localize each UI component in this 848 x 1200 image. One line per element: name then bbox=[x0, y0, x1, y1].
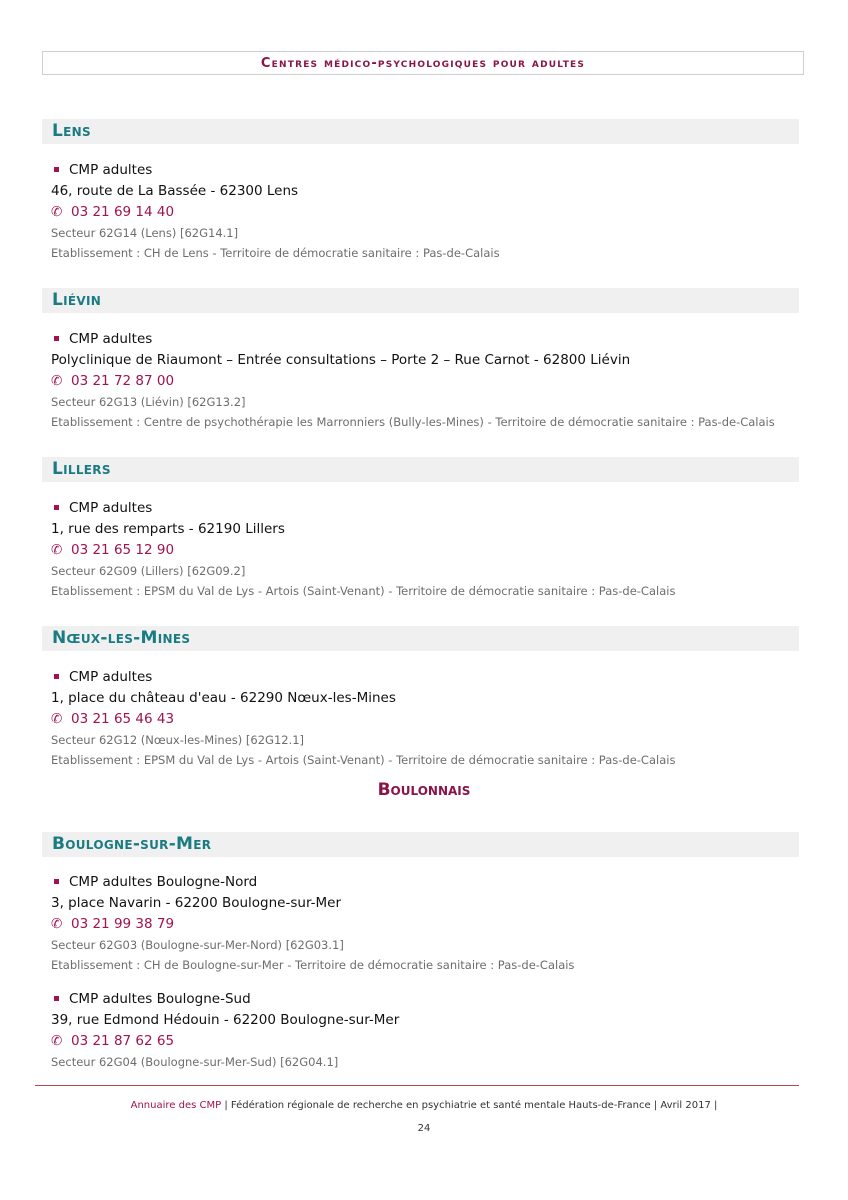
entry-name: CMP adultes Boulogne-Sud bbox=[69, 991, 251, 1007]
phone-icon: ✆ bbox=[51, 916, 63, 932]
square-bullet-icon bbox=[54, 505, 59, 510]
entry-phone: 03 21 65 12 90 bbox=[71, 542, 175, 558]
entry-address: 39, rue Edmond Hédouin - 62200 Boulogne-sur-Mer bbox=[51, 1012, 400, 1028]
footer-text: | Fédération régionale de recherche en psychiatrie et santé mentale Hauts-de-France | Avril 2017 | bbox=[224, 1100, 718, 1111]
footer-divider bbox=[35, 1085, 799, 1086]
cmp-entry bbox=[51, 989, 811, 1072]
page-number: 24 bbox=[417, 1123, 431, 1134]
entry-phone: 03 21 72 87 00 bbox=[71, 373, 175, 389]
footer bbox=[0, 1100, 848, 1111]
entry-secteur: Secteur 62G03 (Boulogne-sur-Mer-Nord) [62G03.1] bbox=[51, 938, 344, 952]
cmp-entry bbox=[51, 329, 811, 432]
entry-name: CMP adultes bbox=[69, 162, 153, 178]
phone-icon: ✆ bbox=[51, 711, 63, 727]
entry-phone: 03 21 87 62 65 bbox=[71, 1033, 175, 1049]
entry-secteur: Secteur 62G04 (Boulogne-sur-Mer-Sud) [62G04.1] bbox=[51, 1055, 339, 1069]
square-bullet-icon bbox=[54, 167, 59, 172]
entry-name: CMP adultes Boulogne-Nord bbox=[69, 874, 258, 890]
entry-name: CMP adultes bbox=[69, 669, 153, 685]
section-title: Liévin bbox=[52, 290, 102, 310]
region-title: Boulonnais bbox=[377, 780, 471, 800]
entry-secteur: Secteur 62G09 (Lillers) [62G09.2] bbox=[51, 564, 246, 578]
section-title: Boulogne-sur-Mer bbox=[52, 834, 212, 854]
entry-phone: 03 21 69 14 40 bbox=[71, 204, 175, 220]
cmp-entry bbox=[51, 160, 811, 263]
section-heading-lens bbox=[42, 119, 799, 144]
square-bullet-icon bbox=[54, 996, 59, 1001]
entry-etablissement: Etablissement : CH de Lens - Territoire de démocratie sanitaire : Pas-de-Calais bbox=[51, 246, 500, 260]
entry-address: Polyclinique de Riaumont – Entrée consultations – Porte 2 – Rue Carnot - 62800 Liévin bbox=[51, 352, 631, 368]
page-header-title: Centres médico-psychologiques pour adultes bbox=[42, 51, 804, 75]
cmp-entry bbox=[51, 872, 811, 975]
section-title: Lens bbox=[52, 121, 91, 141]
entry-name: CMP adultes bbox=[69, 331, 153, 347]
phone-icon: ✆ bbox=[51, 542, 63, 558]
entry-secteur: Secteur 62G12 (Nœux-les-Mines) [62G12.1] bbox=[51, 733, 305, 747]
cmp-entry bbox=[51, 667, 811, 770]
phone-icon: ✆ bbox=[51, 1033, 63, 1049]
phone-icon: ✆ bbox=[51, 204, 63, 220]
entry-etablissement: Etablissement : EPSM du Val de Lys - Artois (Saint-Venant) - Territoire de démocratie sanitaire : Pas-de-Calais bbox=[51, 753, 676, 767]
section-heading-lillers bbox=[42, 457, 799, 482]
cmp-entry bbox=[51, 498, 811, 601]
entry-address: 1, place du château d'eau - 62290 Nœux-les-Mines bbox=[51, 690, 396, 706]
section-heading-lievin bbox=[42, 288, 799, 313]
entry-address: 1, rue des remparts - 62190 Lillers bbox=[51, 521, 285, 537]
entry-secteur: Secteur 62G13 (Liévin) [62G13.2] bbox=[51, 395, 246, 409]
entry-secteur: Secteur 62G14 (Lens) [62G14.1] bbox=[51, 226, 239, 240]
entry-etablissement: Etablissement : EPSM du Val de Lys - Artois (Saint-Venant) - Territoire de démocratie sanitaire : Pas-de-Calais bbox=[51, 584, 676, 598]
entry-name: CMP adultes bbox=[69, 500, 153, 516]
square-bullet-icon bbox=[54, 674, 59, 679]
entry-etablissement: Etablissement : CH de Boulogne-sur-Mer - Territoire de démocratie sanitaire : Pas-de-Calais bbox=[51, 958, 575, 972]
footer-brand: Annuaire des CMP bbox=[130, 1100, 222, 1111]
section-title: Lillers bbox=[52, 459, 111, 479]
entry-phone: 03 21 65 46 43 bbox=[71, 711, 175, 727]
phone-icon: ✆ bbox=[51, 373, 63, 389]
entry-etablissement: Etablissement : Centre de psychothérapie les Marronniers (Bully-les-Mines) - Territoire de démocratie sanitaire : Pas-de-Calais bbox=[51, 415, 775, 429]
entry-address: 46, route de La Bassée - 62300 Lens bbox=[51, 183, 299, 199]
entry-phone: 03 21 99 38 79 bbox=[71, 916, 175, 932]
section-heading-boulogne-sur-mer bbox=[42, 832, 799, 857]
square-bullet-icon bbox=[54, 336, 59, 341]
section-title: Nœux-les-Mines bbox=[52, 628, 191, 648]
square-bullet-icon bbox=[54, 879, 59, 884]
entry-address: 3, place Navarin - 62200 Boulogne-sur-Mer bbox=[51, 895, 342, 911]
section-heading-noeux-les-mines bbox=[42, 626, 799, 651]
